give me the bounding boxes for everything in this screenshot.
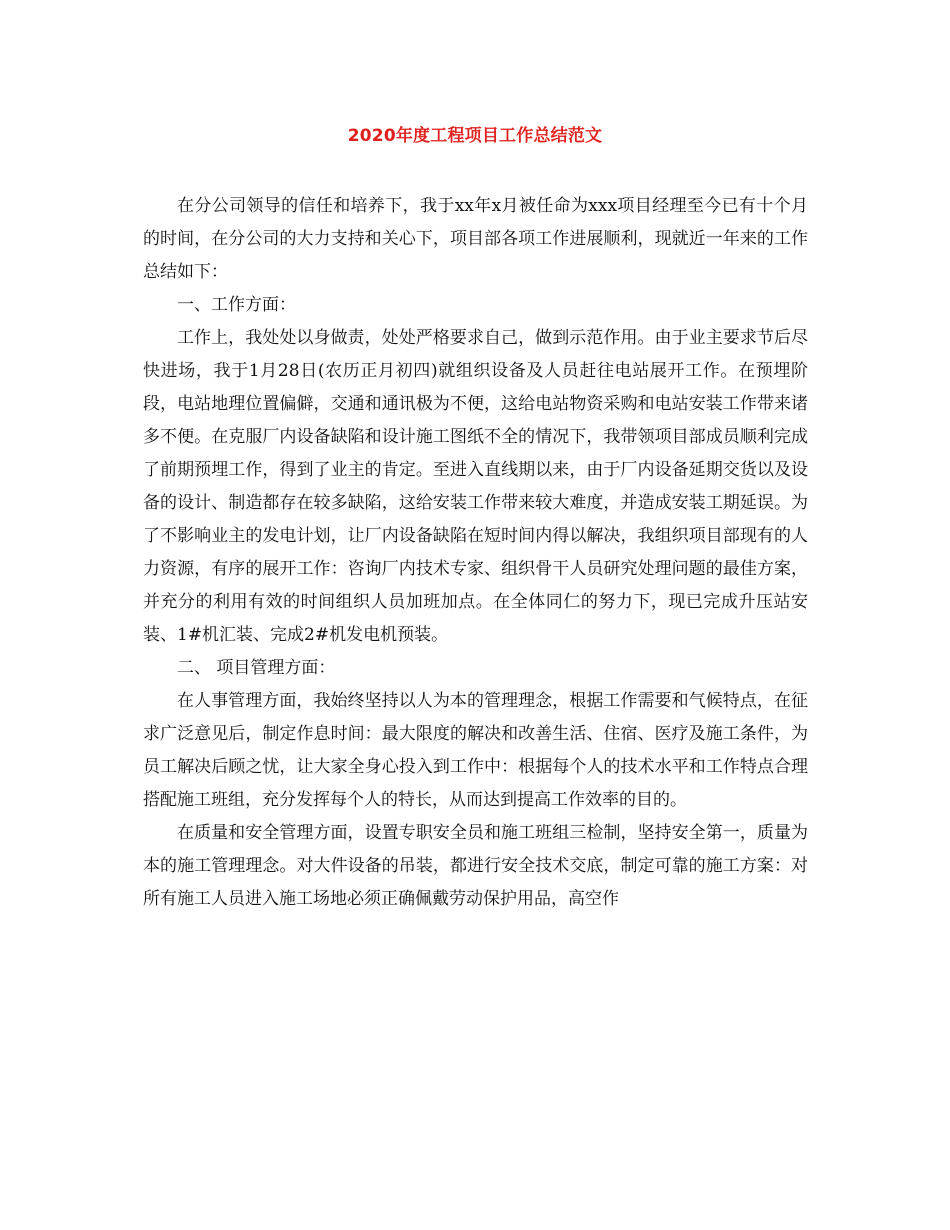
document-body	[143, 190, 808, 916]
heading-management: 二、 项目管理方面：	[177, 658, 336, 678]
paragraph-work: 工作上，我处处以身做责，处处严格要求自己，做到示范作用。由于业主要求节后尽快进场，我于1月28日(农历正月初四)就组织设备及人员赶往电站展开工作。在预埋阶段，电站地理位置偏僻，交通和通讯极为不便，这给电站物资采购和电站安装工作带来诸多不便。在克服厂内设备缺陷和设计施工图纸不全的情况下，我带领项目部成员顺利完成了前期预埋工作，得到了业主的肯定。至进入直线期以来，由于厂内设备延期交货以及设备的设计、制造都存在较多缺陷，这给安装工作带来较大难度，并造成安装工期延误。为了不影响业主的发电计划，让厂内设备缺陷在短时间内得以解决，我组织项目部现有的人力资源，有序的展开工作：咨询厂内技术专家、组织骨干人员研究处理问题的最佳方案，并充分的利用有效的时间组织人员加班加点。在全体同仁的努力下，现已完成升压站安装、1#机汇装、完成2#机发电机预装。	[143, 328, 808, 645]
document-title: 2020年度工程项目工作总结范文	[347, 126, 603, 146]
paragraph-quality-safety: 在质量和安全管理方面，设置专职安全员和施工班组三检制，坚持安全第一，质量为本的施工管理理念。对大件设备的吊装，都进行安全技术交底，制定可靠的施工方案：对所有施工人员进入施工场地必须正确佩戴劳动保护用品，高空作	[143, 823, 808, 909]
paragraph-intro: 在分公司领导的信任和培养下，我于xx年x月被任命为xxx项目经理至今已有十个月的时间，在分公司的大力支持和关心下，项目部各项工作进展顺利，现就近一年来的工作总结如下：	[143, 196, 808, 282]
heading-work: 一、工作方面：	[177, 295, 296, 315]
paragraph-personnel: 在人事管理方面，我始终坚持以人为本的管理理念，根据工作需要和气候特点，在征求广泛意见后，制定作息时间：最大限度的解决和改善生活、住宿、医疗及施工条件，为员工解决后顾之忧，让大家全身心投入到工作中：根据每个人的技术水平和工作特点合理搭配施工班组，充分发挥每个人的特长，从而达到提高工作效率的目的。	[143, 691, 808, 810]
